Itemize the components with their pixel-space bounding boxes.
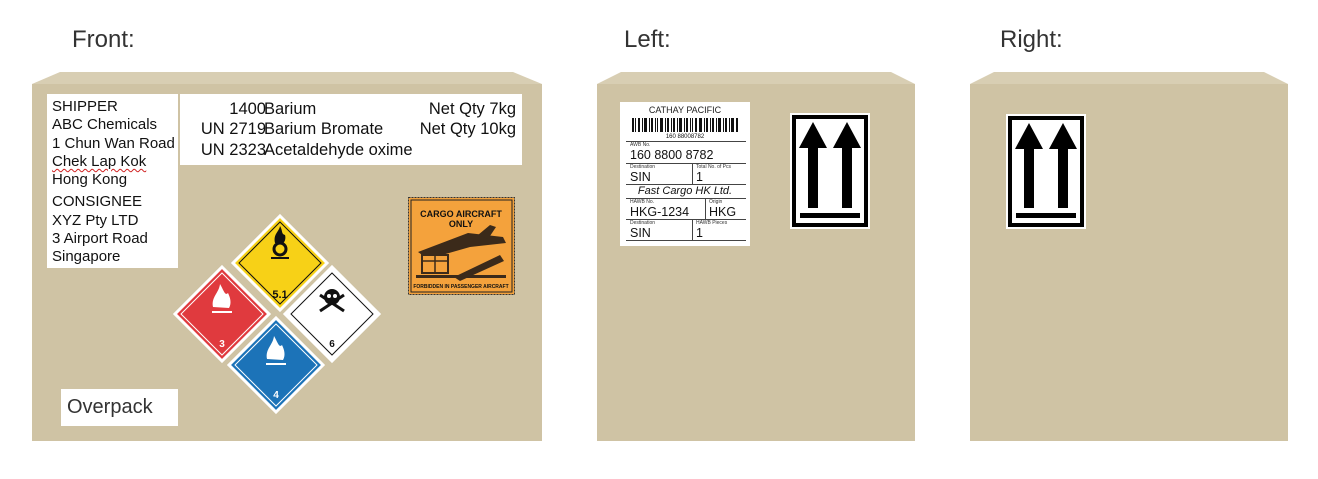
awb-number: 160 8800 8782	[630, 148, 714, 162]
goods-un: 1400	[229, 100, 266, 118]
goods-name: Acetaldehyde oxime	[264, 141, 413, 159]
destination2-value: SIN	[630, 226, 651, 240]
left-view-label: Left:	[624, 26, 671, 53]
goods-un: UN 2719	[200, 120, 266, 138]
barcode-icon	[632, 118, 738, 134]
hawb-label: HAWB No.	[630, 199, 654, 205]
goods-name: Barium	[264, 100, 317, 118]
goods-row	[180, 141, 522, 161]
cao-footer: FORBIDDEN IN PASSENGER AIRCRAFT	[413, 284, 509, 290]
oxidizer-class: 5.1	[272, 289, 288, 301]
awb-no-label: AWB No.	[630, 142, 651, 148]
airline-name: CATHAY PACIFIC	[648, 105, 722, 115]
shipper-address3: Hong Kong	[52, 171, 128, 189]
consignee-address1: 3 Airport Road	[52, 230, 148, 248]
front-view-label: Front:	[72, 26, 135, 53]
awb-label	[620, 102, 750, 246]
total-pcs-value: 1	[696, 170, 703, 184]
hawb-pieces-value: 1	[696, 226, 703, 240]
origin-value: HKG	[709, 205, 737, 219]
goods-qty: Net Qty 7kg	[428, 100, 516, 118]
goods-un: UN 2323	[200, 141, 266, 159]
shipper-address1: 1 Chun Wan Road	[52, 134, 175, 152]
water-reactive-class: 4	[273, 390, 279, 401]
this-way-up-arrows-icon	[1006, 114, 1086, 229]
consignee-address2: Singapore	[52, 248, 121, 266]
goods-qty: Net Qty 10kg	[419, 120, 516, 138]
destination2-label: Destination	[630, 220, 656, 226]
address-label	[47, 94, 178, 268]
goods-row	[180, 120, 522, 140]
cao-title-line2: ONLY	[448, 219, 474, 229]
toxic-class: 6	[329, 339, 335, 350]
hawb-pieces-label: HAWB Pieces	[696, 220, 728, 226]
consignee-heading: CONSIGNEE	[52, 193, 143, 211]
forwarder-name: Fast Cargo HK Ltd.	[637, 185, 733, 197]
cargo-aircraft-only-label	[408, 197, 515, 295]
barcode-text: 160 88008782	[665, 134, 705, 140]
right-view-label: Right:	[1000, 26, 1063, 53]
hawb-value: HKG-1234	[630, 205, 690, 219]
shipper-address2: Chek Lap Kok	[52, 152, 147, 170]
flammable-class: 3	[219, 339, 225, 350]
total-pcs-label: Total No. of Pcs	[696, 164, 732, 170]
overpack-label: Overpack	[61, 389, 178, 426]
goods-row	[180, 100, 522, 120]
this-way-up-arrows-icon	[790, 113, 870, 229]
goods-name: Barium Bromate	[264, 120, 384, 138]
hazard-labels	[170, 212, 385, 417]
destination-label: Destination	[630, 164, 656, 170]
destination-value: SIN	[630, 170, 651, 184]
origin-label: Origin	[709, 199, 723, 205]
shipper-heading: SHIPPER	[52, 98, 118, 115]
cao-title-line1: CARGO AIRCRAFT	[420, 209, 502, 219]
consignee-name: XYZ Pty LTD	[52, 211, 139, 229]
goods-label	[180, 94, 522, 165]
shipper-name: ABC Chemicals	[52, 116, 158, 134]
